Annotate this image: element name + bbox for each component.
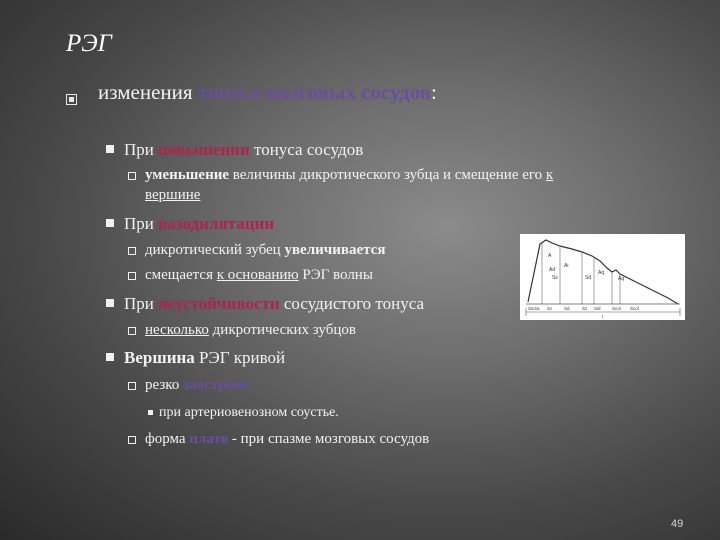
sub-bullet-continuation: вершине xyxy=(145,187,201,203)
graph-label: Ad xyxy=(549,267,556,273)
section-text: При вазодилятации xyxy=(124,214,275,233)
sub-bullet-text: резко заострена xyxy=(145,377,250,393)
graph-label: Sd xyxy=(585,275,592,281)
square-bullet-icon xyxy=(106,219,114,227)
graph-label: Sid xyxy=(594,306,601,311)
section-text: Вершина РЭГ кривой xyxy=(124,348,286,367)
open-square-bullet-icon xyxy=(128,247,136,255)
square-bullet-icon xyxy=(106,353,114,361)
graph-label: I xyxy=(602,314,604,319)
open-square-bullet-icon xyxy=(128,436,136,444)
box-bullet-icon xyxy=(66,94,77,105)
graph-label: Aq xyxy=(598,270,605,276)
graph-label: Scol xyxy=(612,306,621,311)
sub-sub-bullet-text: при артериовенозном соустье. xyxy=(159,405,339,420)
sub-bullet-text: смещается к основанию РЭГ волны xyxy=(145,267,373,283)
graph-label: Sd xyxy=(564,306,570,311)
page-number: 49 xyxy=(671,518,684,530)
reg-waveform-svg xyxy=(520,234,685,320)
square-bullet-icon xyxy=(106,299,114,307)
square-bullet-icon xyxy=(106,145,114,153)
main-bullet-text: изменения тонуса мозговых сосудов: xyxy=(98,80,437,104)
slide-title: РЭГ xyxy=(66,30,112,57)
sub-bullet-text: несколько дикротических зубцов xyxy=(145,322,356,338)
open-square-bullet-icon xyxy=(128,172,136,180)
sub-bullet-text: дикротический зубец увеличивается xyxy=(145,242,386,258)
graph-label: Ss xyxy=(552,275,558,281)
section-text: При неустойчивости сосудистого тонуса xyxy=(124,294,424,313)
open-square-bullet-icon xyxy=(128,382,136,390)
sub-bullet-text: форма плато - при спазме мозговых сосудов xyxy=(145,431,430,447)
main-bullet xyxy=(66,80,437,105)
open-square-bullet-icon xyxy=(128,272,136,280)
sub-bullet-text: уменьшение величины дикротического зубца и смещение его к xyxy=(145,167,554,183)
graph-label: Sz xyxy=(582,306,588,311)
graph-label: Aq xyxy=(618,276,625,282)
section-text: При повышении тонуса сосудов xyxy=(124,140,364,159)
graph-label: Scol xyxy=(630,306,639,311)
reg-waveform-figure xyxy=(520,234,685,320)
small-square-bullet-icon xyxy=(148,410,153,415)
graph-label: Ai xyxy=(564,263,569,269)
graph-label: Sa xyxy=(534,306,540,311)
graph-label: A xyxy=(548,253,552,259)
open-square-bullet-icon xyxy=(128,327,136,335)
graph-label: Sa xyxy=(528,306,534,311)
graph-label: Sc xyxy=(547,306,553,311)
